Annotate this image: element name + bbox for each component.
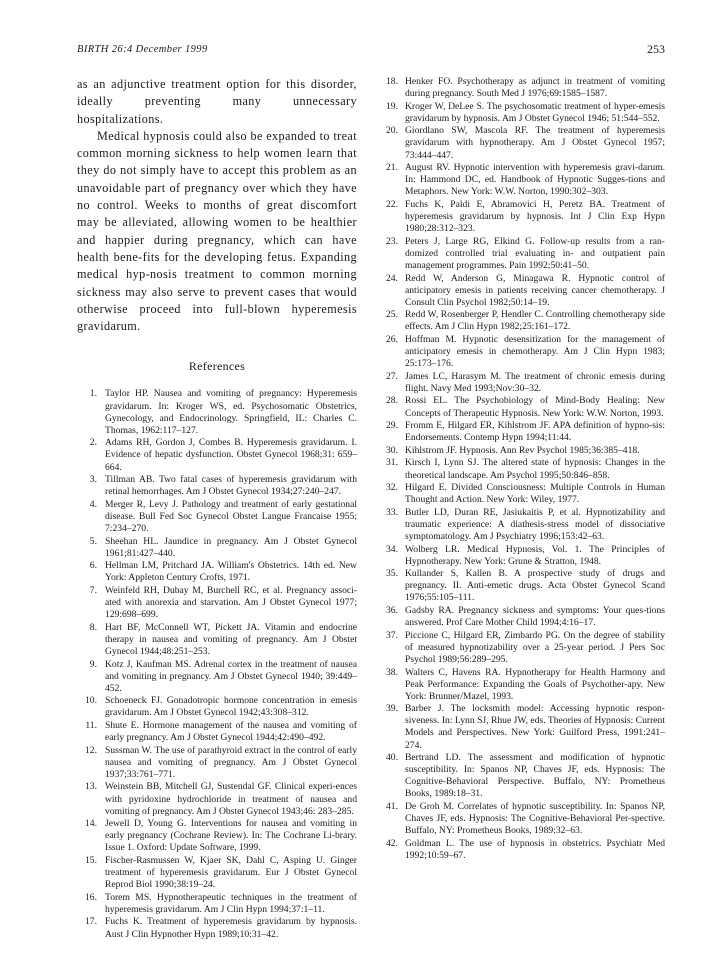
right-column <box>378 76 665 863</box>
body-paragraph: Medical hypnosis could also be expanded to treat common morning sickness to help women learn that they do not simply have to accept this problem as an unavoidable part of pregnancy over which they have no control. Weeks to months of great discomfort may be alleviated, allowing women to be healthier and happier during pregnancy, which can have health bene-fits for the developing fetus. Expanding medical hyp-nosis treatment to common morning sickness may also serve to prevent cases that would otherwise proceed into full-blown hyperemesis gravidarum. <box>77 128 357 334</box>
reference-number: 5. <box>89 535 97 547</box>
reference-number: 19. <box>386 100 398 112</box>
reference-item <box>378 420 665 444</box>
reference-item <box>378 236 665 272</box>
running-head <box>77 44 665 60</box>
reference-item <box>77 781 357 817</box>
reference-item <box>378 395 665 419</box>
reference-number: 2. <box>89 437 97 449</box>
reference-number: 6. <box>89 560 97 572</box>
reference-item <box>77 585 357 621</box>
reference-text: James LC, Harasym M. The treatment of chronic emesis during flight. Navy Med 1993;Nov:30–32. <box>405 370 665 394</box>
reference-text: Barber J. The locksmith model: Accessing hypnotic respon-siveness. In: Lynn SJ, Rhue JW, eds. Theories of Hypnosis: Current Models and Perspectives. New York: Guilford Press, 1991:241–274. <box>405 703 665 751</box>
reference-item <box>77 536 357 560</box>
reference-item <box>378 544 665 568</box>
reference-text: Adams RH, Gordon J, Combes B. Hyperemesis gravidarum. I. Evidence of hepatic dysfunction. Obstet Gynecol 1968;31: 659–664. <box>105 437 357 473</box>
reference-item <box>77 695 357 719</box>
reference-number: 16. <box>85 891 97 903</box>
reference-text: Piccione C, Hilgard ER, Zimbardo PG. On the degree of stability of measured hypnotizability over a 25-year period. J Pers Soc Psychol 1989;56:289–295. <box>405 629 665 665</box>
reference-item <box>378 457 665 481</box>
reference-number: 21. <box>386 162 398 174</box>
page-number: 253 <box>647 42 665 56</box>
reference-text: Kihlstrom JF. Hypnosis. Ann Rev Psychol 1985;36:385–418. <box>405 444 640 456</box>
reference-text: Peters J, Large RG, Elkind G. Follow-up results from a ran-domized controlled trial evaluating in- and outpatient pain management programmes. Pain 1992;50:41–50. <box>405 235 665 271</box>
reference-item <box>77 745 357 781</box>
reference-number: 13. <box>85 781 97 793</box>
reference-number: 14. <box>85 818 97 830</box>
reference-text: Butler LD, Duran RE, Jasiukaitis P, et al. Hypnotizability and traumatic experience: A diathesis-stress model of dissociative symptomatology. Am J Psychiatry 1996;153:42–63. <box>405 506 665 542</box>
reference-text: Sussman W. The use of parathyroid extract in the control of early nausea and vomiting of pregnancy. Am J Obstet Gynecol 1937;33:761–771. <box>105 744 357 780</box>
reference-item <box>378 838 665 862</box>
reference-text: Gadsby RA. Pregnancy sickness and symptoms: Your ques-tions answered. Prof Care Mother Child 1994;4:16–17. <box>405 605 665 629</box>
reference-text: Merger R, Levy J. Pathology and treatment of early gestational disease. Bull Fed Soc Gynecol Obstet Langue Francaise 1955; 7:234–270. <box>105 498 357 534</box>
reference-number: 38. <box>386 666 398 678</box>
reference-text: Weinstein BB, Mitchell GJ, Sustendal GF. Clinical experi-ences with pyridoxine hydrochloride in treatment of nausea and vomiting of pregnancy. Am J Obstet Gynecol 1943;46: 283–285. <box>105 781 357 817</box>
reference-text: Kotz J, Kaufman MS. Adrenal cortex in the treatment of nausea and vomiting in pregnancy. Am J Obstet Gynecol 1940; 39:449–452. <box>105 658 357 694</box>
reference-number: 42. <box>386 837 398 849</box>
reference-item <box>77 818 357 854</box>
reference-text: Fuchs K. Treatment of hyperemesis gravidarum by hypnosis. Aust J Clin Hypnother Hypn 1989;10:31–42. <box>105 916 357 940</box>
reference-number: 33. <box>386 506 398 518</box>
reference-number: 8. <box>89 621 97 633</box>
reference-item <box>378 568 665 604</box>
reference-item <box>378 371 665 395</box>
reference-number: 40. <box>386 752 398 764</box>
reference-item <box>77 499 357 535</box>
reference-text: Redd W, Anderson G, Minagawa R. Hypnotic control of anticipatory emesis in patients receiving cancer chemotherapy. J Consult Clin Psychol 1982;50:14–19. <box>405 272 665 308</box>
reference-number: 7. <box>89 584 97 596</box>
reference-number: 23. <box>386 235 398 247</box>
reference-text: Weinfeld RH, Dubay M, Burchell RC, et al. Pregnancy associ-ated with anorexia and starvation. Am J Obstet Gynecol 1977; 129:698–699. <box>105 584 357 621</box>
reference-number: 31. <box>386 457 398 469</box>
reference-text: Torem MS. Hypnotherapeutic techniques in the treatment of hyperemesis gravidarum. Am J Clin Hypn 1994;37:1–11. <box>105 891 357 915</box>
reference-text: De Groh M. Correlates of hypnotic susceptibility. In: Spanos NP, Chaves JF, eds. Hypnosis: The Cognitive-Behavioral Per-spective. Buffalo, NY: Prometheus Books, 1989:32–63. <box>405 801 665 837</box>
reference-text: August RV. Hypnotic intervention with hyperemesis gravi-darum. In: Hammond DC, ed. Handbook of Hypnotic Sugges-tions and Metaphors. New York: W.W. Norton, 1990:302–303. <box>405 162 665 198</box>
reference-text: Kroger W, DeLee S. The psychosomatic treatment of hyper-emesis gravidarum by hypnosis. Am J Obstet Gynecol 1946; 51:544–552. <box>405 100 665 124</box>
reference-item <box>77 388 357 436</box>
reference-item <box>378 507 665 543</box>
reference-item <box>77 855 357 891</box>
reference-number: 17. <box>85 916 97 928</box>
reference-number: 26. <box>386 333 398 345</box>
reference-number: 34. <box>386 543 398 555</box>
reference-item <box>77 437 357 473</box>
reference-text: Shute E. Hormone management of the nausea and vomiting of early pregnancy. Am J Obstet Gynecol 1944;42:490–492. <box>105 719 357 744</box>
reference-list <box>77 388 357 940</box>
reference-item <box>77 560 357 584</box>
reference-text: Walters C, Havens RA. Hypnotherapy for Health Harmony and Peak Performance: Expanding the Goals of Psychother-apy. New York: Brunner/Mazel, 1993. <box>405 666 665 702</box>
reference-text: Hoffman M. Hypnotic desensitization for the management of anticipatory emesis in chemotherapy. Am J Clin Hypn 1983; 25:173–176. <box>405 333 665 370</box>
left-column <box>77 76 357 941</box>
reference-number: 24. <box>386 272 398 284</box>
reference-item <box>77 622 357 658</box>
reference-text: Redd W, Rosenberger P, Hendler C. Controlling chemotherapy side effects. Am J Clin Hypn 1982;25:161–172. <box>405 309 665 333</box>
reference-text: Wolberg LR. Medical Hypnosis, Vol. 1. The Principles of Hypnotherapy. New York: Grune & Stratton, 1948. <box>405 543 665 567</box>
body-paragraph: as an adjunctive treatment option for this disorder, ideally preventing many unnecessary hospitalizations. <box>77 77 357 126</box>
reference-number: 28. <box>386 395 398 407</box>
reference-text: Hart BF, McConnell WT, Pickett JA. Vitamin and endocrine therapy in nausea and vomiting of pregnancy. Am J Obstet Gynecol 1944;48:251–253. <box>105 621 357 657</box>
reference-item <box>378 125 665 161</box>
reference-number: 18. <box>386 76 398 87</box>
reference-text: Tillman AB. Two fatal cases of hyperemesis gravidarum with retinal hemorrhages. Am J Obstet Gynecol 1934;27:240–247. <box>105 474 357 498</box>
reference-number: 1. <box>89 388 97 400</box>
reference-item <box>378 162 665 198</box>
reference-text: Fromm E, Hilgard ER, Kihlstrom JF. APA definition of hypno-sis: Endorsements. Contemp Hypn 1994;11:44. <box>405 420 665 444</box>
reference-item <box>77 720 357 744</box>
reference-number: 32. <box>386 482 398 494</box>
reference-item <box>378 445 665 457</box>
reference-item <box>378 752 665 800</box>
reference-item <box>378 309 665 333</box>
reference-number: 29. <box>386 420 398 432</box>
reference-number: 30. <box>386 444 398 456</box>
reference-text: Schoeneck FJ. Gonadotropic hormone concentration in emesis gravidarum. Am J Obstet Gynecol 1942;43:308–312. <box>105 695 357 719</box>
reference-number: 27. <box>386 370 398 382</box>
reference-item <box>378 667 665 703</box>
reference-text: Kirsch I, Lynn SJ. The altered state of hypnosis: Changes in the theoretical landscape. Am Psychol 1995;50:846–858. <box>405 457 665 481</box>
reference-list <box>378 76 665 862</box>
journal-citation: BIRTH 26:4 December 1999 <box>77 44 208 55</box>
reference-text: Rossi EL. The Psychobiology of Mind-Body Healing: New Concepts of Therapeutic Hypnosis. New York: W.W. Norton, 1993. <box>405 395 665 419</box>
reference-item <box>378 801 665 837</box>
reference-item <box>77 916 357 940</box>
references-heading: References <box>188 359 246 374</box>
reference-item <box>77 659 357 695</box>
reference-item <box>378 703 665 751</box>
reference-text: Goldman L. The use of hypnosis in obstetrics. Psychiatr Med 1992;10:59–67. <box>405 837 665 861</box>
reference-number: 25. <box>386 309 398 321</box>
reference-number: 9. <box>89 658 97 670</box>
reference-text: Taylor HP. Nausea and vomiting of pregnancy: Hyperemesis gravidarum. In: Kroger WS, ed. Psychosomatic Obstetrics, Gynecology, and Endocrinology. Springfield, IL: Charles C. Thomas, 1962:117–127. <box>105 388 357 436</box>
reference-item <box>378 273 665 309</box>
reference-number: 41. <box>386 801 398 813</box>
reference-text: Hilgard E. Divided Consciousness: Multiple Controls in Human Thought and Action. New York: Wiley, 1977. <box>405 482 665 506</box>
reference-number: 22. <box>386 198 398 210</box>
reference-number: 15. <box>85 855 97 867</box>
reference-number: 36. <box>386 605 398 617</box>
reference-text: Henker FO. Psychotherapy as adjunct in treatment of vomiting during pregnancy. South Med J 1976;69:1585–1587. <box>405 76 665 100</box>
reference-number: 3. <box>89 474 97 486</box>
reference-item <box>77 892 357 916</box>
reference-text: Hellman LM, Pritchard JA. William's Obstetrics. 14th ed. New York: Appleton Century Crofts, 1971. <box>105 560 357 584</box>
reference-item <box>378 482 665 506</box>
reference-item <box>378 101 665 125</box>
reference-text: Kullander S, Kallen B. A prospective study of drugs and pregnancy. II. Anti-emetic drugs. Acta Obstet Gynecol Scand 1976;55:105–111. <box>405 568 665 604</box>
reference-text: Bertrand LD. The assessment and modification of hypnotic susceptibility. In: Spanos NP, Chaves JF, eds. Hypnosis: The Cognitive-Behavioral Perspective. Buffalo, NY: Prometheus Books, 1989:18–31. <box>405 752 665 800</box>
reference-text: Jewell D, Young G. Interventions for nausea and vomiting in early pregnancy (Cochrane Review). In: The Cochrane Li-brary. Issue 1. Oxford: Update Software, 1999. <box>105 818 357 854</box>
reference-number: 12. <box>85 744 97 756</box>
reference-number: 37. <box>386 629 398 641</box>
reference-item <box>77 474 357 498</box>
reference-item <box>378 76 665 100</box>
reference-number: 4. <box>89 498 97 510</box>
reference-item <box>378 630 665 666</box>
reference-item <box>378 334 665 370</box>
reference-text: Giordlano SW, Mascola RF. The treatment of hyperemesis gravidarum with hypnotherapy. Am J Obstet Gynecol 1957; 73:444–447. <box>405 125 665 161</box>
reference-item <box>378 605 665 629</box>
reference-number: 11. <box>85 719 97 731</box>
reference-number: 10. <box>85 695 97 707</box>
reference-number: 39. <box>386 703 398 715</box>
reference-text: Fischer-Rasmussen W, Kjaer SK, Dahl C, Asping U. Ginger treatment of hyperemesis gravidarum. Eur J Obstet Gynecol Reprod Biol 1990;38:19–24. <box>105 855 357 891</box>
reference-text: Sheehan HL. Jaundice in pregnancy. Am J Obstet Gynecol 1961;81:427–440. <box>105 535 357 559</box>
reference-number: 35. <box>386 568 398 580</box>
reference-item <box>378 199 665 235</box>
reference-number: 20. <box>386 125 398 137</box>
reference-text: Fuchs K, Paldi E, Abramovici H, Peretz BA. Treatment of hyperemesis gravidarum by hypnosis. Int J Clin Exp Hypn 1980;28:312–323. <box>405 198 665 235</box>
